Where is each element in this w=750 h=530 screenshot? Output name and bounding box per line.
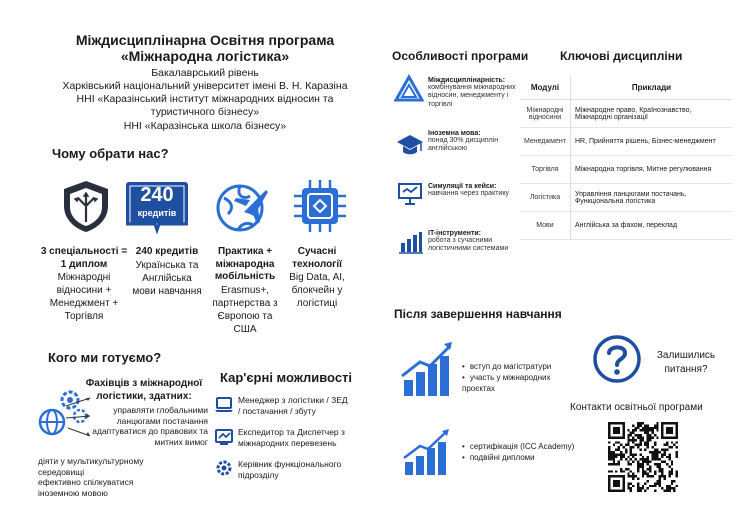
institute-line-2: туристичного бізнесу» bbox=[150, 106, 260, 119]
business-school: ННІ «Каразінська школа бізнесу» bbox=[123, 119, 287, 132]
career-line: Керівник функціонального bbox=[238, 459, 342, 469]
list-item: управляти глобальними bbox=[113, 405, 208, 415]
after-list-1 bbox=[462, 362, 580, 394]
table-header-row bbox=[520, 76, 732, 100]
questions-line-2: питання? bbox=[664, 363, 708, 375]
why-card-title: Сучасні технології bbox=[292, 246, 342, 270]
disciplines-heading: Ключові дисципліни bbox=[560, 49, 683, 63]
disciplines-table bbox=[520, 76, 732, 240]
after-heading: Після завершення навчання bbox=[394, 307, 562, 321]
shield-arrows-icon bbox=[58, 178, 114, 234]
career-line: Менеджер з логістики / ЗЕД bbox=[238, 395, 348, 405]
prepare-list-a bbox=[88, 405, 208, 448]
gear-icon bbox=[215, 459, 233, 477]
module-cell: Логістика bbox=[520, 184, 570, 212]
why-card-text: Українська та Англійська мови навчання bbox=[132, 259, 202, 297]
career-heading: Кар'єрні можливості bbox=[220, 370, 353, 385]
prepare-heading: Кого ми готуємо? bbox=[48, 350, 162, 365]
prepare-subtitle-2: логістики, здатних: bbox=[96, 390, 192, 402]
why-card-title: Практика + міжнародна мобільність bbox=[214, 246, 276, 282]
feature-text: робота з сучасними логістичними системами bbox=[428, 237, 509, 253]
institute-line-1: ННІ «Каразінський інститут міжнародних відносин та bbox=[76, 93, 334, 106]
why-card-title: 240 кредитів bbox=[135, 246, 199, 257]
chip-icon bbox=[292, 178, 348, 234]
globe-plane-icon bbox=[214, 178, 270, 234]
program-title: Міждисциплінарна Освітня програма bbox=[75, 32, 335, 48]
career-item-2 bbox=[238, 427, 345, 449]
feature-item-3 bbox=[428, 183, 518, 198]
why-card-text: Міжнародні відносини + Менеджмент + Торгівля bbox=[49, 272, 119, 322]
examples-cell: HR, Прийняття рішень, Бізнес-менеджмент bbox=[570, 128, 732, 156]
why-card-title: 3 спеціальності = 1 диплом bbox=[40, 246, 128, 270]
triangle-icon bbox=[394, 74, 424, 104]
feature-text: понад 30% дисциплін англійською bbox=[428, 137, 499, 153]
module-cell: Мови bbox=[520, 212, 570, 240]
why-card-text: Big Data, AI, блокчейн у логістиці bbox=[289, 272, 345, 309]
program-name: «Міжнародна логістика» bbox=[120, 48, 290, 64]
career-item-1 bbox=[238, 395, 348, 417]
feature-title: Іноземна мова: bbox=[428, 130, 481, 137]
list-item: середовищі bbox=[38, 466, 85, 477]
why-card-3 bbox=[208, 246, 282, 336]
university-name: Харківський національний університет імені В. Н. Каразіна bbox=[62, 80, 348, 93]
list-item: • участь у міжнародних проєктах bbox=[462, 373, 580, 395]
growth-chart-icon bbox=[400, 340, 456, 398]
module-cell: Менеджмент bbox=[520, 128, 570, 156]
book-credits-word: кредитів bbox=[137, 208, 177, 218]
table-row bbox=[520, 212, 732, 240]
career-item-3 bbox=[238, 459, 341, 481]
column-header-examples: Приклади bbox=[570, 76, 732, 100]
feature-item-1 bbox=[428, 77, 518, 109]
career-line: / постачання / збуту bbox=[238, 406, 316, 417]
prepare-list-b bbox=[38, 456, 168, 499]
list-item: митних вимог bbox=[154, 436, 208, 447]
laptop-icon bbox=[214, 396, 234, 414]
feature-title: Симуляції та кейси: bbox=[428, 183, 497, 190]
list-item: ланцюгами постачання bbox=[116, 415, 208, 426]
growth-chart-icon-2 bbox=[402, 428, 452, 476]
career-line: міжнародних перевезень bbox=[238, 438, 337, 449]
connector-lines bbox=[64, 396, 94, 456]
career-line: підрозділу bbox=[238, 470, 279, 481]
examples-cell: Англійська за фахом, переклад bbox=[570, 212, 732, 240]
questions-text bbox=[648, 349, 724, 376]
feature-title: Міждисциплінарність: bbox=[428, 77, 506, 84]
why-heading: Чому обрати нас? bbox=[52, 146, 169, 161]
questions-line-1: Залишились bbox=[656, 350, 716, 361]
after-list-2 bbox=[462, 442, 580, 464]
list-item: • подвійні дипломи bbox=[462, 453, 580, 464]
examples-cell: Міжнародна торгівля, Митне регулювання bbox=[570, 156, 732, 184]
contacts-label: Контакти освітньої програми bbox=[570, 402, 703, 413]
table-row bbox=[520, 184, 732, 212]
dispatch-icon bbox=[214, 428, 234, 446]
module-cell: Міжнародні відносини bbox=[520, 100, 570, 128]
prepare-subtitle-1: Фахівців з міжнародної bbox=[85, 378, 203, 389]
feature-item-4 bbox=[428, 230, 520, 254]
list-item: ефективно спілкуватися bbox=[38, 477, 134, 488]
table-row bbox=[520, 156, 732, 184]
qr-code[interactable] bbox=[608, 422, 678, 492]
question-icon bbox=[592, 334, 642, 384]
features-heading: Особливості програми bbox=[392, 49, 529, 63]
feature-text: комбінування міжнародних відносин, менеджменту і торгівлі bbox=[428, 84, 516, 108]
feature-item-2 bbox=[428, 130, 518, 154]
list-item: діяти у мультикультурному bbox=[38, 456, 144, 466]
list-item: адаптуватися до правових та bbox=[92, 426, 208, 437]
table-row bbox=[520, 128, 732, 156]
header bbox=[40, 32, 370, 133]
feature-title: IT-інструменти: bbox=[428, 230, 482, 237]
feature-text: навчання через практику bbox=[428, 190, 509, 197]
why-card-4 bbox=[282, 246, 352, 310]
presentation-icon bbox=[397, 182, 423, 206]
bar-chart-icon bbox=[398, 230, 424, 254]
list-item: іноземною мовою bbox=[38, 487, 108, 498]
module-cell: Торгівля bbox=[520, 156, 570, 184]
career-line: Експедитор та Диспетчер з bbox=[238, 427, 345, 437]
list-item: • сертифікація (ICC Academy) bbox=[462, 442, 580, 453]
graduation-cap-icon bbox=[396, 132, 424, 158]
prepare-block bbox=[74, 378, 214, 403]
column-header-modules: Модулі bbox=[520, 76, 570, 100]
list-item: • вступ до магістратури bbox=[462, 362, 580, 373]
book-credits-number: 240 bbox=[140, 184, 174, 206]
why-card-2 bbox=[130, 246, 204, 298]
examples-cell: Міжнародне право, Країнознавство, Міжнародні організації bbox=[570, 100, 732, 128]
why-card-text: Erasmus+, партнерства з Європою та США bbox=[212, 284, 278, 335]
degree-level: Бакалаврський рівень bbox=[151, 67, 259, 79]
why-card-1 bbox=[38, 246, 130, 323]
examples-cell: Управління ланцюгами постачань, Функціональна логістика bbox=[570, 184, 732, 212]
table-row bbox=[520, 100, 732, 128]
